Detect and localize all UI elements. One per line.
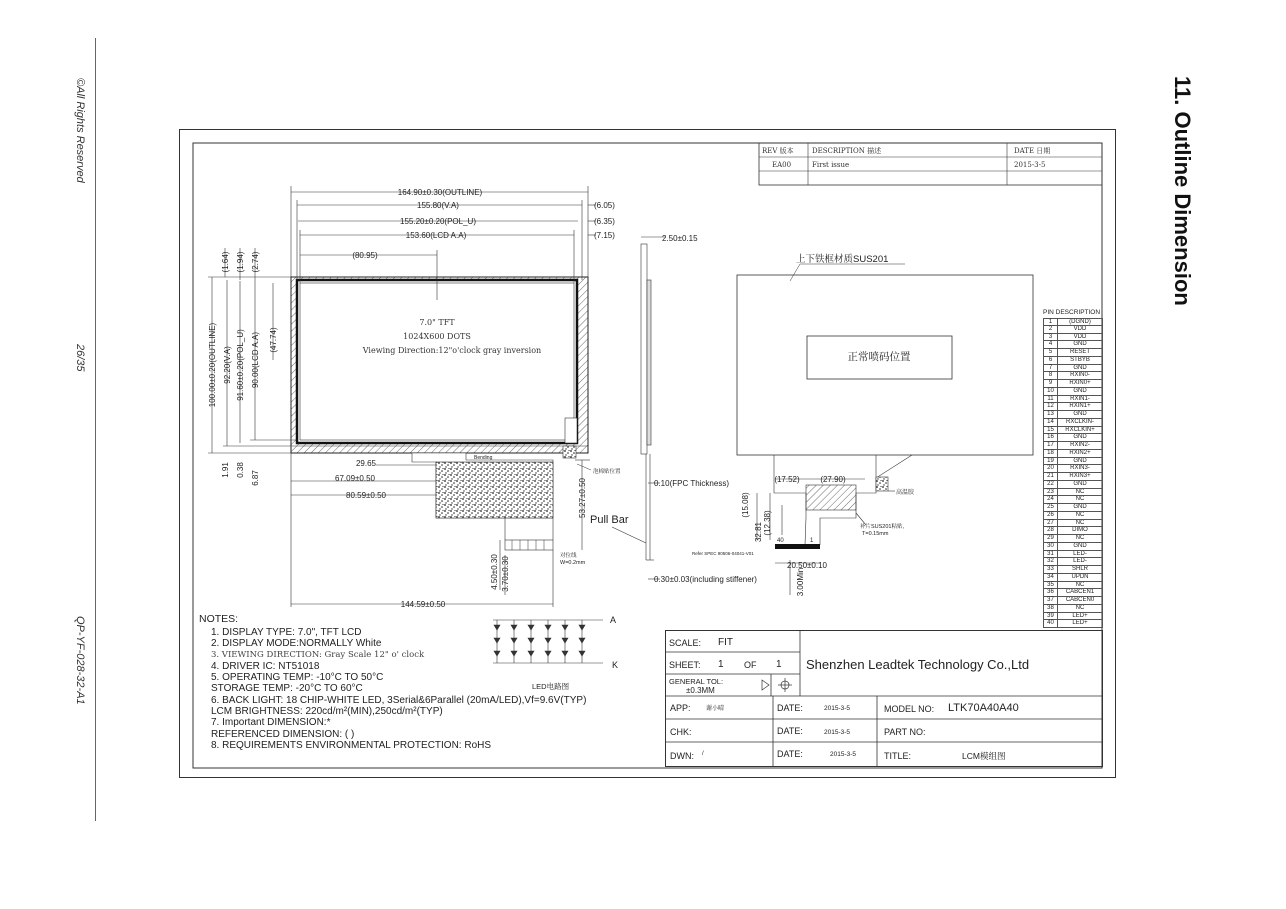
note-line: 5. OPERATING TEMP: -10°C TO 50°C <box>211 672 384 684</box>
pin-signal: GND <box>1073 341 1087 348</box>
document-code: QP-YF-028-32-A1 <box>74 616 86 705</box>
dim-80-95: (80.95) <box>352 251 378 260</box>
foam-tape-note: 泡棉贴位置 <box>593 469 621 475</box>
note-line: 4. DRIVER IC: NT51018 <box>211 660 320 672</box>
pin-signal: GND <box>1073 364 1087 371</box>
dim-3-00-min: 3.00Min <box>796 567 805 597</box>
title-block <box>665 630 1103 767</box>
dim-6-87: 6.87 <box>251 470 260 486</box>
pin-signal: VDD <box>1073 333 1087 340</box>
date-label-dwn: DATE: <box>777 749 803 759</box>
note-line: 2. DISPLAY MODE:NORMALLY White <box>211 638 382 650</box>
fpc-pin-40-label: 40 <box>777 538 784 544</box>
dim-3-70: 3.70±0.30 <box>501 556 510 592</box>
page-number: 26/35 <box>74 344 86 372</box>
pin-row <box>1043 597 1103 605</box>
revision-table <box>759 143 1102 185</box>
of-value: 1 <box>776 659 782 670</box>
pin-row <box>1043 551 1103 559</box>
pin-number: 26 <box>1044 512 1058 519</box>
pin-number: 29 <box>1044 535 1058 542</box>
pin-signal: RESET <box>1069 349 1090 355</box>
pin-row <box>1043 419 1103 427</box>
pin-signal: GND <box>1073 480 1087 487</box>
dwn-value: / <box>702 751 704 757</box>
pin-description-table <box>1043 308 1103 628</box>
pin-number: 38 <box>1044 605 1058 612</box>
rev-value: EA00 <box>772 161 792 169</box>
pin-row <box>1043 496 1103 504</box>
pin-signal: GND <box>1073 434 1087 441</box>
pin-signal: GND <box>1073 542 1087 549</box>
dwn-label: DWN: <box>670 751 694 761</box>
dim-4-50: 4.50±0.30 <box>490 554 499 590</box>
dim-47-74: (47.74) <box>269 327 278 353</box>
title-block-grid <box>665 630 1103 767</box>
led-circuit-caption: LED电路图 <box>532 682 570 691</box>
sheet-label: SHEET: <box>669 660 701 670</box>
pin-signal: SHLR <box>1071 566 1088 572</box>
pin-row <box>1043 535 1103 543</box>
pin-number: 19 <box>1044 458 1058 465</box>
pin-row <box>1043 512 1103 520</box>
panel-resolution-label: 1024X600 DOTS <box>403 332 471 341</box>
dim-aa-width: 153.60(LCD A.A) <box>405 231 467 240</box>
pin-row <box>1043 341 1103 349</box>
section-title: 11. Outline Dimension <box>1170 76 1195 306</box>
pin-row <box>1043 450 1103 458</box>
pin-signal: DIMO <box>1072 527 1088 534</box>
dim-1-94: (1.94) <box>236 251 245 273</box>
pin-row <box>1043 334 1103 342</box>
rev-col-header: REV 版本 <box>762 147 794 155</box>
pin-row <box>1043 442 1103 450</box>
pin-row <box>1043 349 1103 357</box>
pin-table-header: PIN DESCRIPTION <box>1043 309 1101 316</box>
dim-6-05: (6.05) <box>594 201 615 210</box>
pin-row <box>1043 357 1103 365</box>
date-value-chk: 2015-3-5 <box>824 729 851 736</box>
stiffener-note: 补片SUS201粘贴, <box>860 524 905 530</box>
pin-number: 9 <box>1044 380 1058 387</box>
bending-label: Bending <box>474 455 493 461</box>
pin-number: 30 <box>1044 543 1058 550</box>
led-cathode-label: K <box>612 660 619 670</box>
pin-number: 39 <box>1044 613 1058 620</box>
sheet-value: 1 <box>718 659 724 670</box>
pin-signal: RXIN3+ <box>1069 473 1091 479</box>
pin-signal: GND <box>1073 457 1087 464</box>
pin-signal: CABCEN1 <box>1065 589 1095 596</box>
pin-number: 40 <box>1044 620 1058 627</box>
title-label: TITLE: <box>884 751 912 761</box>
dim-2-50: 2.50±0.15 <box>662 234 698 243</box>
dim-144-59: 144.59±0.50 <box>400 600 446 609</box>
pin-number: 21 <box>1044 473 1058 480</box>
pin-row <box>1043 326 1103 334</box>
date-value-app: 2015-3-5 <box>824 705 851 712</box>
note-line: STORAGE TEMP: -20°C TO 60°C <box>211 683 363 695</box>
scale-label: SCALE: <box>669 638 702 648</box>
pin-signal: RXIN1- <box>1070 395 1090 402</box>
pin-number: 20 <box>1044 465 1058 472</box>
pin-signal: STBYB <box>1070 356 1090 363</box>
pin-signal: RXIN2+ <box>1069 449 1091 456</box>
note-line: 7. Important DIMENSION:* <box>211 717 331 729</box>
dim-6-35: (6.35) <box>594 217 615 226</box>
pin-signal: LED+ <box>1072 612 1088 619</box>
dim-pol-height: 91.60±0.20(POL_U) <box>236 329 245 401</box>
pin-signal: LED+ <box>1072 620 1088 627</box>
pin-row <box>1043 558 1103 566</box>
tolerance-value: ±0.3MM <box>686 686 715 695</box>
dim-0-38: 0.38 <box>236 462 245 478</box>
fpc-pin-1-label: 1 <box>810 538 814 544</box>
note-line: 8. REQUIREMENTS ENVIRONMENTAL PROTECTION: RoHS <box>211 739 492 751</box>
pin-number: 28 <box>1044 527 1058 534</box>
of-label: OF <box>744 660 757 670</box>
dim-27-90: (27.90) <box>820 475 846 484</box>
pin-signal: RXCLKIN+ <box>1065 426 1095 433</box>
pin-row <box>1043 465 1103 473</box>
pull-bar-label: Pull Bar <box>590 514 629 526</box>
pin-number: 5 <box>1044 349 1058 356</box>
part-label: PART NO: <box>884 727 926 737</box>
fpc-spec-reference: Refer SPEC 90506-04041-V01 <box>692 551 754 556</box>
pin-signal: RXIN0- <box>1070 372 1090 379</box>
pin-number: 27 <box>1044 520 1058 527</box>
pin-signal: GND <box>1073 504 1087 510</box>
date-label-chk: DATE: <box>777 726 803 736</box>
model-value: LTK70A40A40 <box>948 702 1019 714</box>
pin-signal: NC <box>1075 496 1085 503</box>
date-value-dwn: 2015-3-5 <box>830 751 857 758</box>
date-col-header: DATE 日期 <box>1014 147 1051 155</box>
pin-signal: VDD <box>1073 325 1087 332</box>
back-view <box>692 253 1033 596</box>
pin-number: 16 <box>1044 434 1058 441</box>
desc-value: First issue <box>812 161 850 169</box>
dim-outline-height: 100.00±0.20(OUTLINE) <box>208 322 217 408</box>
pin-signal: LED- <box>1073 558 1087 565</box>
model-label: MODEL NO: <box>884 704 935 714</box>
pin-signal: RXIN3- <box>1070 465 1090 472</box>
pin-row <box>1043 403 1103 411</box>
alignment-line-width: W=0.2mm <box>560 560 586 566</box>
chk-label: CHK: <box>670 727 692 737</box>
pin-row <box>1043 566 1103 574</box>
app-value: 谢小晴 <box>706 706 725 712</box>
pin-number: 23 <box>1044 489 1058 496</box>
pin-signal: NC <box>1075 581 1085 588</box>
pin-rows <box>1043 318 1103 628</box>
pin-signal: RXIN2- <box>1070 442 1090 448</box>
pin-number: 18 <box>1044 450 1058 457</box>
pin-number: 34 <box>1044 574 1058 581</box>
pin-row <box>1043 481 1103 489</box>
pin-row <box>1043 582 1103 590</box>
note-line: LCM BRIGHTNESS: 220cd/m²(MIN),250cd/m²(TYP) <box>211 706 443 718</box>
company-name: Shenzhen Leadtek Technology Co.,Ltd <box>806 657 1030 672</box>
pin-number: 37 <box>1044 597 1058 604</box>
dim-pol-width: 155.20±0.20(POL_U) <box>400 217 476 226</box>
pin-signal: NC <box>1075 519 1085 526</box>
pin-number: 6 <box>1044 357 1058 364</box>
rev-date-value: 2015-3-5 <box>1014 161 1046 169</box>
pin-number: 15 <box>1044 427 1058 434</box>
dim-12-38: (12.38) <box>763 510 772 536</box>
dim-29-65: 29.65 <box>355 459 377 468</box>
pin-number: 31 <box>1044 551 1058 558</box>
pin-row <box>1043 427 1103 435</box>
dim-53-27: 53.27±0.50 <box>578 478 587 518</box>
pin-number: 17 <box>1044 442 1058 449</box>
pin-row <box>1043 620 1103 628</box>
pin-signal: RXCLKIN- <box>1065 418 1094 425</box>
pin-number: 22 <box>1044 481 1058 488</box>
dim-va-height: 92.20(V.A) <box>223 346 232 384</box>
dim-17-52: (17.52) <box>774 475 800 484</box>
pin-row <box>1043 365 1103 373</box>
notes-block <box>199 613 586 751</box>
pin-row <box>1043 520 1103 528</box>
dim-7-15: (7.15) <box>594 231 615 240</box>
pin-number: 10 <box>1044 388 1058 395</box>
date-label-app: DATE: <box>777 703 803 713</box>
pin-signal: NC <box>1075 535 1085 541</box>
pin-row <box>1043 434 1103 442</box>
pin-row <box>1043 411 1103 419</box>
frame-material-note: 上下铁框材质SUS201 <box>796 254 889 265</box>
pin-number: 14 <box>1044 419 1058 426</box>
alignment-line-note: 对位线 <box>560 553 577 559</box>
dim-va-width: 155.80(V.A) <box>417 201 459 210</box>
pin-signal: NC <box>1075 604 1085 611</box>
pin-row <box>1043 388 1103 396</box>
pin-row <box>1043 589 1103 597</box>
pin-signal: GND <box>1073 411 1087 417</box>
pin-row <box>1043 396 1103 404</box>
note-line: REFERENCED DIMENSION: ( ) <box>211 728 355 740</box>
note-line: 3. VIEWING DIRECTION: Gray Scale 12" o' clock <box>211 649 425 660</box>
pin-signal: GND <box>1073 387 1087 394</box>
pin-number: 35 <box>1044 582 1058 589</box>
pin-row <box>1043 605 1103 613</box>
led-anode-label: A <box>610 615 617 625</box>
pin-number: 3 <box>1044 334 1058 341</box>
desc-col-header: DESCRIPTION 描述 <box>812 147 882 155</box>
viewing-direction-label: Viewing Direction:12"o'clock gray inversion <box>362 346 542 355</box>
pin-number: 2 <box>1044 326 1058 333</box>
pin-row <box>1043 473 1103 481</box>
pin-row <box>1043 372 1103 380</box>
title-value: LCM模组图 <box>962 751 1006 761</box>
note-line: 6. BACK LIGHT: 18 CHIP-WHITE LED, 3Serial&6Parallel (20mA/LED),Vf=9.6V(TYP) <box>211 694 587 706</box>
dim-67-09: 67.09±0.50 <box>335 474 375 483</box>
barcode-position-label: 正常喷码位置 <box>847 351 911 363</box>
pin-row <box>1043 527 1103 535</box>
pin-row <box>1043 574 1103 582</box>
dim-32-81: 32.81 <box>754 521 763 543</box>
pin-number: 1 <box>1044 319 1058 325</box>
scale-value: FIT <box>718 637 733 648</box>
pin-number: 11 <box>1044 396 1058 403</box>
copyright-text: ©All Rights Reserved <box>74 78 86 183</box>
pin-row <box>1043 489 1103 497</box>
dim-1-91: 1.91 <box>221 462 230 478</box>
dim-80-59: 80.59±0.50 <box>346 491 386 500</box>
dim-20-50: 20.50±0.10 <box>787 561 827 570</box>
dim-1-64: (1.64) <box>221 251 230 273</box>
notes-title: NOTES: <box>199 613 239 625</box>
pin-number: 24 <box>1044 496 1058 503</box>
tolerance-label: GENERAL TOL: <box>669 677 724 686</box>
pin-number: 33 <box>1044 566 1058 573</box>
pin-signal: RXIN0+ <box>1069 380 1091 386</box>
dim-2-74: (2.74) <box>251 251 260 273</box>
pin-number: 13 <box>1044 411 1058 418</box>
high-temp-tape-note: 高温胶 <box>896 490 915 496</box>
app-label: APP: <box>670 703 691 713</box>
pin-signal: (DGND) <box>1069 319 1091 325</box>
pin-signal: NC <box>1075 511 1085 518</box>
pin-signal: UPDN <box>1071 573 1089 580</box>
pin-number: 36 <box>1044 589 1058 596</box>
pin-row <box>1043 613 1103 621</box>
pin-number: 32 <box>1044 558 1058 565</box>
pin-row <box>1043 318 1103 326</box>
pin-number: 25 <box>1044 504 1058 511</box>
dim-15-08: (15.08) <box>741 492 750 518</box>
pin-signal: NC <box>1075 488 1085 495</box>
pin-signal: LED- <box>1073 550 1087 557</box>
pin-number: 8 <box>1044 372 1058 379</box>
stiffener-thickness: T=0.15mm <box>862 531 889 537</box>
side-view <box>612 237 665 579</box>
pin-row <box>1043 543 1103 551</box>
pin-row <box>1043 504 1103 512</box>
note-line: 1. DISPLAY TYPE: 7.0", TFT LCD <box>211 627 362 638</box>
dim-outline-width: 164.90±0.30(OUTLINE) <box>397 188 483 197</box>
fpc-thickness-label: 0.10(FPC Thickness) <box>654 479 729 488</box>
front-view <box>208 186 621 609</box>
dim-aa-height: 90.00(LCD A.A) <box>251 331 260 389</box>
pin-number: 12 <box>1044 403 1058 410</box>
pin-number: 4 <box>1044 341 1058 348</box>
fpc-total-thickness-label: 0.30±0.03(including stiffener) <box>654 575 757 584</box>
pin-row <box>1043 380 1103 388</box>
pin-signal: CABCEN0 <box>1065 597 1095 603</box>
panel-type-label: 7.0" TFT <box>419 318 455 327</box>
pin-signal: RXIN1+ <box>1069 403 1091 410</box>
pin-number: 7 <box>1044 365 1058 372</box>
pin-row <box>1043 458 1103 466</box>
